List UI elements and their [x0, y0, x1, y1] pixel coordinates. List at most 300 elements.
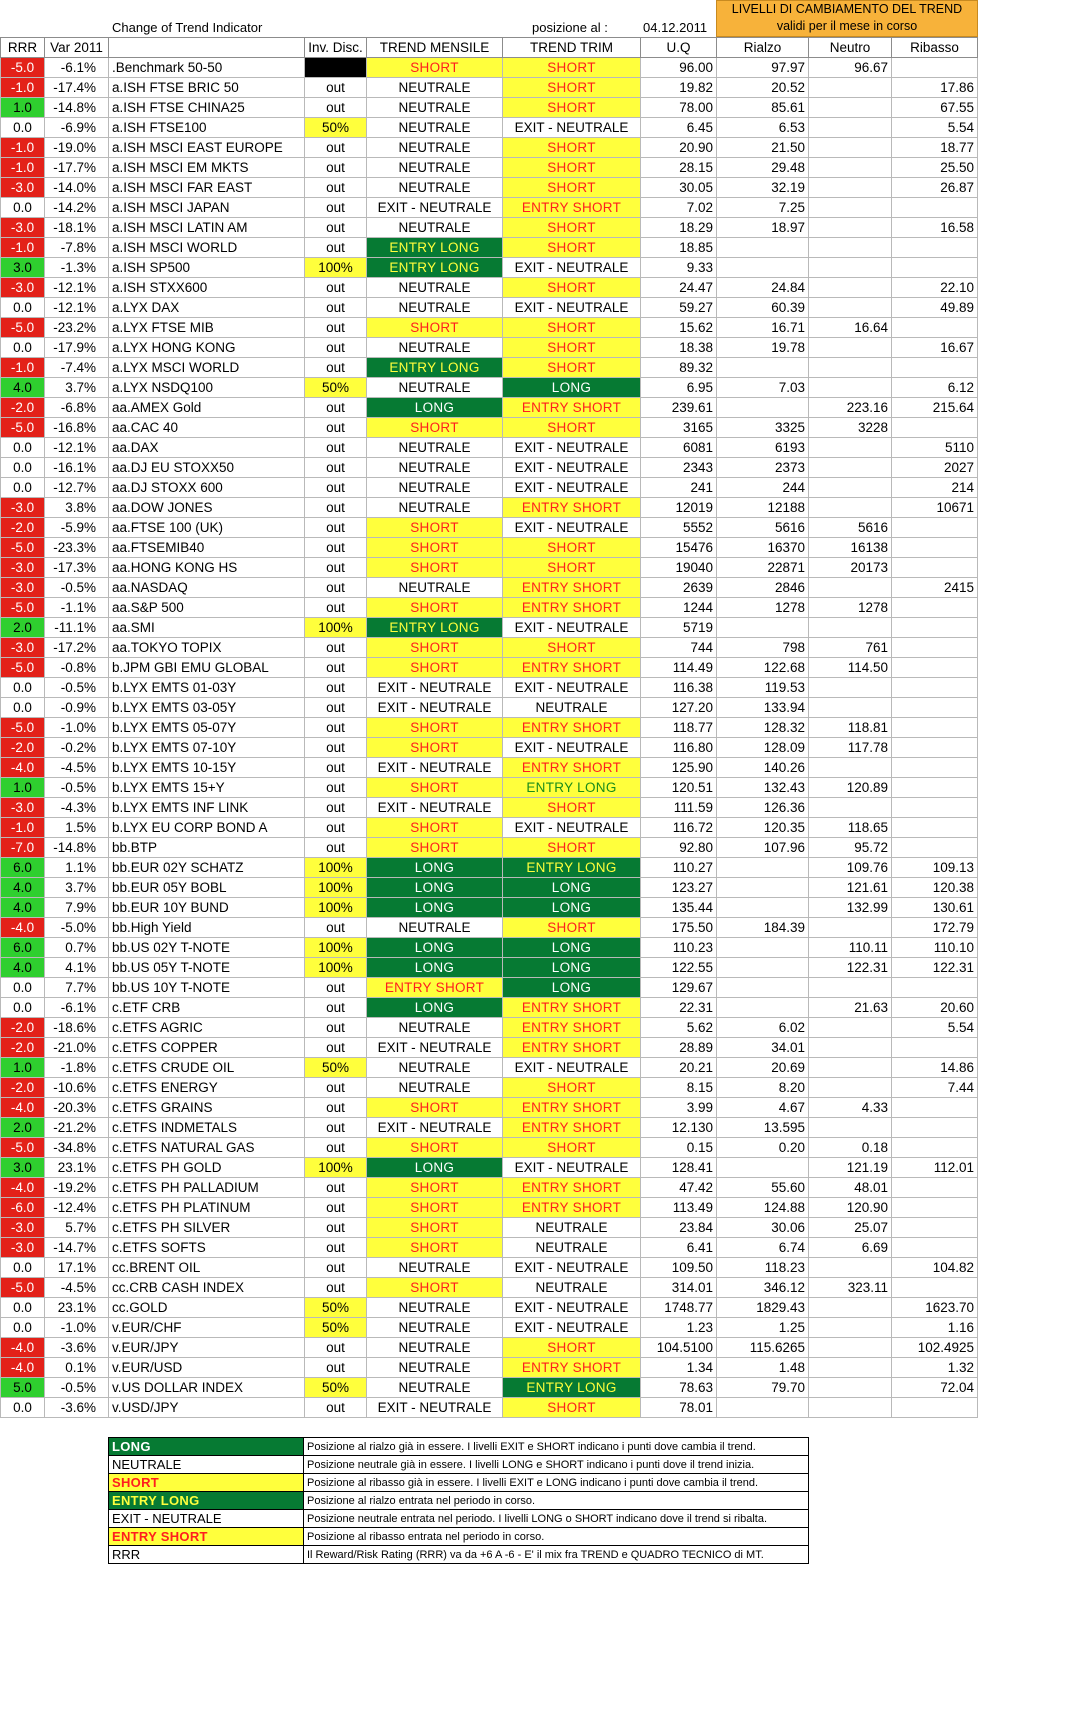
rialzo-cell [717, 398, 809, 418]
var-cell: -17.2% [45, 638, 109, 658]
table-row [1, 758, 978, 778]
table-row [1, 538, 978, 558]
var-cell: -0.5% [45, 678, 109, 698]
ribasso-cell: 5110 [892, 438, 978, 458]
rrr-cell: 6.0 [1, 938, 45, 958]
rrr-cell: -5.0 [1, 418, 45, 438]
table-row [1, 778, 978, 798]
ribasso-cell: 16.67 [892, 338, 978, 358]
rrr-cell: -2.0 [1, 518, 45, 538]
table-row [1, 918, 978, 938]
trend-trim-cell: ENTRY SHORT [503, 598, 641, 618]
table-row [1, 178, 978, 198]
neutro-cell [809, 98, 892, 118]
trend-mensile-cell: EXIT - NEUTRALE [367, 198, 503, 218]
var-cell: -19.2% [45, 1178, 109, 1198]
trend-mensile-cell: NEUTRALE [367, 1078, 503, 1098]
ribasso-cell [892, 558, 978, 578]
rialzo-cell: 3325 [717, 418, 809, 438]
var-cell: 7.7% [45, 978, 109, 998]
rialzo-cell: 85.61 [717, 98, 809, 118]
trend-trim-cell: ENTRY SHORT [503, 1018, 641, 1038]
trend-trim-cell: SHORT [503, 798, 641, 818]
trend-mensile-cell: SHORT [367, 738, 503, 758]
ribasso-cell [892, 758, 978, 778]
trend-trim-cell: LONG [503, 378, 641, 398]
legend-label: ENTRY SHORT [109, 1528, 304, 1546]
table-row [1, 1058, 978, 1078]
trend-trim-cell: EXIT - NEUTRALE [503, 1298, 641, 1318]
inv-disc-cell: out [305, 1278, 367, 1298]
neutro-cell: 223.16 [809, 398, 892, 418]
uq-cell: 239.61 [641, 398, 717, 418]
uq-cell: 129.67 [641, 978, 717, 998]
col-rrr: RRR [1, 38, 45, 58]
uq-cell: 1244 [641, 598, 717, 618]
instrument-name: b.LYX EMTS 07-10Y [109, 738, 305, 758]
legend-row [109, 1528, 809, 1546]
rrr-cell: 4.0 [1, 878, 45, 898]
table-row [1, 1158, 978, 1178]
inv-disc-cell: out [305, 758, 367, 778]
instrument-name: a.ISH MSCI FAR EAST [109, 178, 305, 198]
table-row [1, 218, 978, 238]
inv-disc-cell: out [305, 578, 367, 598]
uq-cell: 2343 [641, 458, 717, 478]
inv-disc-cell: out [305, 1218, 367, 1238]
rrr-cell: -3.0 [1, 798, 45, 818]
table-row [1, 738, 978, 758]
position-date: 04.12.2011 [643, 20, 708, 35]
trend-mensile-cell: LONG [367, 938, 503, 958]
rrr-cell: -4.0 [1, 1098, 45, 1118]
rrr-cell: 0.0 [1, 1398, 45, 1418]
neutro-cell [809, 1058, 892, 1078]
rrr-cell: -3.0 [1, 558, 45, 578]
rrr-cell: -3.0 [1, 278, 45, 298]
rialzo-cell: 79.70 [717, 1378, 809, 1398]
trend-trim-cell: SHORT [503, 358, 641, 378]
table-row [1, 158, 978, 178]
ribasso-cell: 5.54 [892, 118, 978, 138]
neutro-cell [809, 1118, 892, 1138]
inv-disc-cell: out [305, 918, 367, 938]
inv-disc-cell: 100% [305, 958, 367, 978]
table-row [1, 458, 978, 478]
rialzo-cell: 132.43 [717, 778, 809, 798]
ribasso-cell: 49.89 [892, 298, 978, 318]
neutro-cell [809, 378, 892, 398]
ribasso-cell: 1.32 [892, 1358, 978, 1378]
trend-mensile-cell: SHORT [367, 1278, 503, 1298]
uq-cell: 314.01 [641, 1278, 717, 1298]
trend-trim-cell: ENTRY SHORT [503, 658, 641, 678]
inv-disc-cell: out [305, 158, 367, 178]
trend-mensile-cell: SHORT [367, 58, 503, 78]
trend-mensile-cell: SHORT [367, 838, 503, 858]
table-row [1, 878, 978, 898]
uq-cell: 6081 [641, 438, 717, 458]
instrument-name: v.US DOLLAR INDEX [109, 1378, 305, 1398]
rialzo-cell: 21.50 [717, 138, 809, 158]
trend-trim-cell: EXIT - NEUTRALE [503, 618, 641, 638]
table-body [1, 58, 978, 1418]
neutro-cell [809, 178, 892, 198]
ribasso-cell: 1.16 [892, 1318, 978, 1338]
inv-disc-cell: 50% [305, 1318, 367, 1338]
legend-description: Posizione neutrale entrata nel periodo. I livelli LONG o SHORT indicano dove il trend si ribalta. [304, 1510, 809, 1528]
ribasso-cell [892, 658, 978, 678]
uq-cell: 3165 [641, 418, 717, 438]
trend-mensile-cell: SHORT [367, 598, 503, 618]
trend-mensile-cell: NEUTRALE [367, 478, 503, 498]
inv-disc-cell: out [305, 998, 367, 1018]
trend-mensile-cell: SHORT [367, 318, 503, 338]
table-row [1, 58, 978, 78]
inv-disc-cell: 50% [305, 1298, 367, 1318]
rrr-cell: -5.0 [1, 1138, 45, 1158]
neutro-cell: 118.81 [809, 718, 892, 738]
uq-cell: 30.05 [641, 178, 717, 198]
trend-mensile-cell: NEUTRALE [367, 378, 503, 398]
neutro-cell: 48.01 [809, 1178, 892, 1198]
ribasso-cell: 1623.70 [892, 1298, 978, 1318]
ribasso-cell [892, 738, 978, 758]
uq-cell: 96.00 [641, 58, 717, 78]
rialzo-cell: 7.25 [717, 198, 809, 218]
table-row [1, 198, 978, 218]
var-cell: -1.1% [45, 598, 109, 618]
trend-trim-cell: SHORT [503, 538, 641, 558]
instrument-name: c.ETFS PH GOLD [109, 1158, 305, 1178]
neutro-cell [809, 698, 892, 718]
instrument-name: v.EUR/USD [109, 1358, 305, 1378]
var-cell: -23.3% [45, 538, 109, 558]
neutro-cell: 95.72 [809, 838, 892, 858]
rrr-cell: 2.0 [1, 618, 45, 638]
uq-cell: 5552 [641, 518, 717, 538]
table-row [1, 658, 978, 678]
trend-mensile-cell: ENTRY LONG [367, 618, 503, 638]
legend-row [109, 1438, 809, 1456]
instrument-name: a.LYX NSDQ100 [109, 378, 305, 398]
legend-table [108, 1437, 809, 1564]
instrument-name: aa.DOW JONES [109, 498, 305, 518]
trend-trim-cell: SHORT [503, 1398, 641, 1418]
legend-description: Posizione al ribasso già in essere. I livelli EXIT e LONG indicano i punti dove cambia il trend. [304, 1474, 809, 1492]
neutro-cell [809, 358, 892, 378]
rialzo-cell: 24.84 [717, 278, 809, 298]
neutro-cell [809, 1298, 892, 1318]
instrument-name: c.ETFS GRAINS [109, 1098, 305, 1118]
trend-trim-cell: ENTRY SHORT [503, 398, 641, 418]
rialzo-cell [717, 1398, 809, 1418]
uq-cell: 125.90 [641, 758, 717, 778]
var-cell: -17.3% [45, 558, 109, 578]
neutro-cell [809, 458, 892, 478]
ribasso-cell: 26.87 [892, 178, 978, 198]
ribasso-cell [892, 818, 978, 838]
trend-trim-cell: LONG [503, 938, 641, 958]
rrr-cell: -3.0 [1, 578, 45, 598]
uq-cell: 19.82 [641, 78, 717, 98]
table-row [1, 638, 978, 658]
var-cell: -12.1% [45, 438, 109, 458]
neutro-cell: 3228 [809, 418, 892, 438]
table-row [1, 1078, 978, 1098]
inv-disc-cell: out [305, 198, 367, 218]
rialzo-cell: 29.48 [717, 158, 809, 178]
uq-cell: 22.31 [641, 998, 717, 1018]
inv-disc-cell: 50% [305, 118, 367, 138]
inv-disc-cell: out [305, 478, 367, 498]
var-cell: -14.8% [45, 838, 109, 858]
rialzo-cell: 19.78 [717, 338, 809, 358]
inv-disc-cell: out [305, 1258, 367, 1278]
instrument-name: b.LYX EMTS 15+Y [109, 778, 305, 798]
col-trend-mensile: TREND MENSILE [367, 38, 503, 58]
legend-row [109, 1456, 809, 1474]
instrument-name: a.ISH STXX600 [109, 278, 305, 298]
uq-cell: 6.95 [641, 378, 717, 398]
trend-mensile-cell: EXIT - NEUTRALE [367, 798, 503, 818]
rialzo-cell: 1.25 [717, 1318, 809, 1338]
var-cell: -17.9% [45, 338, 109, 358]
trend-mensile-cell: NEUTRALE [367, 458, 503, 478]
trend-trim-cell: ENTRY SHORT [503, 998, 641, 1018]
trend-trim-cell: EXIT - NEUTRALE [503, 678, 641, 698]
var-cell: -14.2% [45, 198, 109, 218]
rialzo-cell [717, 898, 809, 918]
var-cell: -7.8% [45, 238, 109, 258]
inv-disc-cell: out [305, 558, 367, 578]
rrr-cell: 0.0 [1, 298, 45, 318]
trend-trim-cell: SHORT [503, 218, 641, 238]
column-header-row [1, 38, 978, 58]
var-cell: 23.1% [45, 1298, 109, 1318]
ribasso-cell [892, 518, 978, 538]
table-row [1, 1318, 978, 1338]
ribasso-cell [892, 978, 978, 998]
var-cell: 0.7% [45, 938, 109, 958]
instrument-name: aa.FTSE 100 (UK) [109, 518, 305, 538]
inv-disc-cell: out [305, 1078, 367, 1098]
neutro-cell [809, 478, 892, 498]
ribasso-cell [892, 1118, 978, 1138]
trend-trim-cell: NEUTRALE [503, 698, 641, 718]
inv-disc-cell: out [305, 658, 367, 678]
rialzo-cell: 244 [717, 478, 809, 498]
neutro-cell: 4.33 [809, 1098, 892, 1118]
rialzo-cell [717, 238, 809, 258]
uq-cell: 1748.77 [641, 1298, 717, 1318]
trend-mensile-cell: NEUTRALE [367, 298, 503, 318]
trend-trim-cell: EXIT - NEUTRALE [503, 518, 641, 538]
instrument-name: b.LYX EMTS INF LINK [109, 798, 305, 818]
rialzo-cell [717, 998, 809, 1018]
neutro-cell: 0.18 [809, 1138, 892, 1158]
trend-trim-cell: EXIT - NEUTRALE [503, 438, 641, 458]
trend-trim-cell: SHORT [503, 1138, 641, 1158]
legend-description: Il Reward/Risk Rating (RRR) va da +6 A -6 - E' il mix fra TREND e QUADRO TECNICO di MT. [304, 1546, 809, 1564]
table-row [1, 258, 978, 278]
trend-mensile-cell: NEUTRALE [367, 1058, 503, 1078]
ribasso-cell: 215.64 [892, 398, 978, 418]
trend-mensile-cell: NEUTRALE [367, 1298, 503, 1318]
ribasso-cell [892, 538, 978, 558]
position-label: posizione al : [532, 20, 608, 35]
ribasso-cell [892, 1178, 978, 1198]
var-cell: -23.2% [45, 318, 109, 338]
uq-cell: 6.41 [641, 1238, 717, 1258]
rialzo-cell: 2373 [717, 458, 809, 478]
instrument-name: c.ETFS COPPER [109, 1038, 305, 1058]
var-cell: -5.9% [45, 518, 109, 538]
trend-mensile-cell: SHORT [367, 778, 503, 798]
inv-disc-cell: out [305, 798, 367, 818]
instrument-name: b.JPM GBI EMU GLOBAL [109, 658, 305, 678]
var-cell: -7.4% [45, 358, 109, 378]
instrument-name: aa.TOKYO TOPIX [109, 638, 305, 658]
trend-trim-cell: SHORT [503, 338, 641, 358]
rrr-cell: -2.0 [1, 1078, 45, 1098]
neutro-cell [809, 578, 892, 598]
instrument-name: bb.US 10Y T-NOTE [109, 978, 305, 998]
ribasso-cell [892, 318, 978, 338]
uq-cell: 7.02 [641, 198, 717, 218]
rialzo-cell: 124.88 [717, 1198, 809, 1218]
inv-disc-cell: 100% [305, 898, 367, 918]
neutro-cell [809, 238, 892, 258]
legend-description: Posizione al ribasso entrata nel periodo in corso. [304, 1528, 809, 1546]
ribasso-cell [892, 598, 978, 618]
var-cell: -3.6% [45, 1338, 109, 1358]
var-cell: 3.8% [45, 498, 109, 518]
trend-mensile-cell: NEUTRALE [367, 438, 503, 458]
trend-mensile-cell: SHORT [367, 718, 503, 738]
uq-cell: 59.27 [641, 298, 717, 318]
var-cell: -20.3% [45, 1098, 109, 1118]
trend-trim-cell: SHORT [503, 178, 641, 198]
trend-trim-cell: EXIT - NEUTRALE [503, 458, 641, 478]
rialzo-cell: 120.35 [717, 818, 809, 838]
rrr-cell: -4.0 [1, 1178, 45, 1198]
inv-disc-cell: 100% [305, 858, 367, 878]
var-cell: -12.4% [45, 1198, 109, 1218]
uq-cell: 120.51 [641, 778, 717, 798]
trend-trim-cell: ENTRY SHORT [503, 1038, 641, 1058]
ribasso-cell [892, 1098, 978, 1118]
table-row [1, 518, 978, 538]
inv-disc-cell: out [305, 838, 367, 858]
instrument-name: c.ETF CRB [109, 998, 305, 1018]
table-row [1, 598, 978, 618]
trend-mensile-cell: ENTRY LONG [367, 258, 503, 278]
rialzo-cell: 97.97 [717, 58, 809, 78]
ribasso-cell [892, 1218, 978, 1238]
rialzo-cell: 798 [717, 638, 809, 658]
ribasso-cell [892, 418, 978, 438]
var-cell: -0.5% [45, 778, 109, 798]
trend-mensile-cell: NEUTRALE [367, 178, 503, 198]
trend-mensile-cell: NEUTRALE [367, 98, 503, 118]
rialzo-cell: 34.01 [717, 1038, 809, 1058]
trend-mensile-cell: NEUTRALE [367, 78, 503, 98]
trend-mensile-cell: LONG [367, 898, 503, 918]
trend-trim-cell: SHORT [503, 238, 641, 258]
ribasso-cell [892, 838, 978, 858]
inv-disc-cell: out [305, 1358, 367, 1378]
neutro-cell: 6.69 [809, 1238, 892, 1258]
trend-trim-cell: ENTRY SHORT [503, 1178, 641, 1198]
neutro-cell [809, 158, 892, 178]
rialzo-cell: 2846 [717, 578, 809, 598]
rialzo-cell: 107.96 [717, 838, 809, 858]
col-uq: U.Q [641, 38, 717, 58]
trend-trim-cell: ENTRY SHORT [503, 1098, 641, 1118]
legend-description: Posizione neutrale già in essere. I livelli LONG e SHORT indicano i punti dove il trend inizia. [304, 1456, 809, 1474]
rialzo-cell: 128.09 [717, 738, 809, 758]
table-row [1, 958, 978, 978]
inv-disc-cell: out [305, 978, 367, 998]
trend-trim-cell: EXIT - NEUTRALE [503, 1058, 641, 1078]
uq-cell: 92.80 [641, 838, 717, 858]
uq-cell: 9.33 [641, 258, 717, 278]
trend-table [0, 37, 978, 1418]
uq-cell: 111.59 [641, 798, 717, 818]
trend-trim-cell: EXIT - NEUTRALE [503, 1318, 641, 1338]
ribasso-cell [892, 638, 978, 658]
trend-trim-cell: LONG [503, 878, 641, 898]
trend-mensile-cell: SHORT [367, 818, 503, 838]
ribasso-cell [892, 718, 978, 738]
rrr-cell: -5.0 [1, 658, 45, 678]
uq-cell: 0.15 [641, 1138, 717, 1158]
trend-trim-cell: SHORT [503, 1078, 641, 1098]
instrument-name: b.LYX EMTS 03-05Y [109, 698, 305, 718]
trend-mensile-cell: NEUTRALE [367, 138, 503, 158]
ribasso-cell [892, 1278, 978, 1298]
trend-mensile-cell: SHORT [367, 1198, 503, 1218]
ribasso-cell: 14.86 [892, 1058, 978, 1078]
legend-label: LONG [109, 1438, 304, 1456]
instrument-name: c.ETFS ENERGY [109, 1078, 305, 1098]
trend-mensile-cell: SHORT [367, 658, 503, 678]
instrument-name: cc.GOLD [109, 1298, 305, 1318]
uq-cell: 78.00 [641, 98, 717, 118]
table-row [1, 118, 978, 138]
legend-label: NEUTRALE [109, 1456, 304, 1474]
inv-disc-cell: 50% [305, 1058, 367, 1078]
neutro-cell: 16138 [809, 538, 892, 558]
table-row [1, 138, 978, 158]
uq-cell: 47.42 [641, 1178, 717, 1198]
rrr-cell: -2.0 [1, 1018, 45, 1038]
trend-mensile-cell: NEUTRALE [367, 1258, 503, 1278]
inv-disc-cell: out [305, 1098, 367, 1118]
ribasso-cell: 110.10 [892, 938, 978, 958]
var-cell: -1.8% [45, 1058, 109, 1078]
trend-trim-cell: SHORT [503, 558, 641, 578]
rrr-cell: -5.0 [1, 58, 45, 78]
neutro-cell: 110.11 [809, 938, 892, 958]
rialzo-cell [717, 858, 809, 878]
uq-cell: 744 [641, 638, 717, 658]
rrr-cell: 0.0 [1, 1258, 45, 1278]
ribasso-cell [892, 238, 978, 258]
instrument-name: aa.SMI [109, 618, 305, 638]
instrument-name: bb.US 02Y T-NOTE [109, 938, 305, 958]
